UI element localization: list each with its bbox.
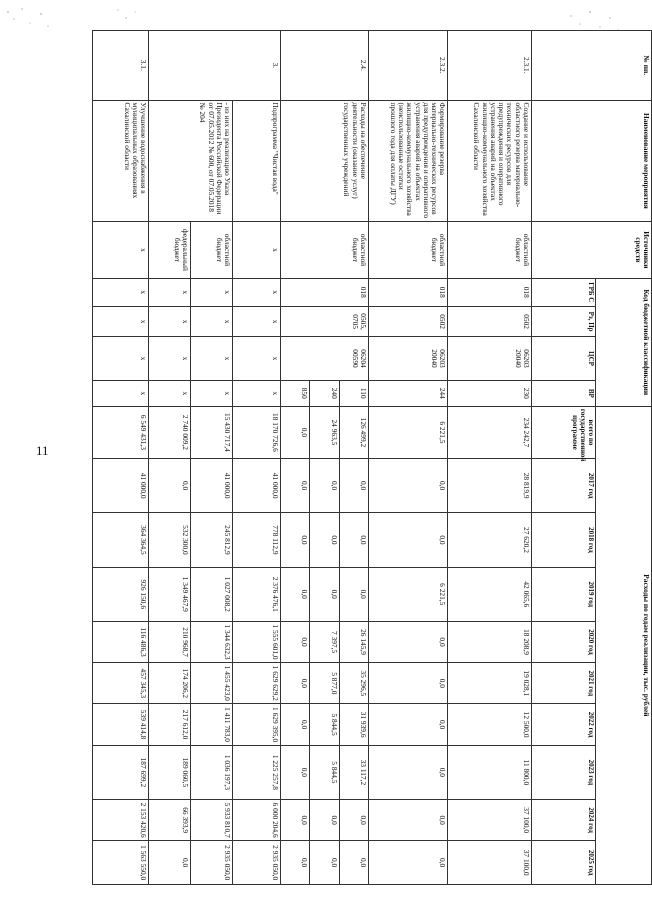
cell-total: 15 430 717,4 xyxy=(191,406,233,458)
cell-year: 217 612,0 xyxy=(149,704,191,745)
header-name: Наименование мероприятия xyxy=(532,100,652,222)
header-year: 2022 год xyxy=(532,704,596,745)
table-row xyxy=(191,31,233,885)
cell-year: 189 060,5 xyxy=(149,745,191,799)
cell-year: 33 117,2 xyxy=(339,745,368,799)
cell-year: 41 000,0 xyxy=(191,458,233,512)
cell-year: 0,0 xyxy=(149,458,191,512)
cell-year: 926 150,6 xyxy=(93,567,149,621)
cell-vr: 230 xyxy=(448,380,532,406)
header-num: № пп. xyxy=(532,31,652,101)
cell-total: 234 242,7 xyxy=(448,406,532,458)
cell-total: 126 499,2 xyxy=(339,406,368,458)
cell-year: 26 145,9 xyxy=(339,621,368,662)
cell-year: 0,0 xyxy=(368,800,447,841)
cell-name: Создание и использование областного резерва материально-технических ресурсов для предупреждения и оперативного устранения аварий на объектах жилищно-коммунального хозяйства Сахалинской области xyxy=(448,100,532,222)
cell-year: 0,0 xyxy=(281,513,310,567)
cell-year: 0,0 xyxy=(310,800,339,841)
cell-year: 1 563 550,0 xyxy=(93,841,149,885)
cell-year: 11 800,0 xyxy=(448,745,532,799)
cell-vr: х xyxy=(191,380,233,406)
cell-year: 364 364,5 xyxy=(93,513,149,567)
cell-grbs: х xyxy=(93,278,149,306)
cell-source: х xyxy=(233,222,281,278)
cell-year: 174 206,2 xyxy=(149,663,191,704)
cell-year: 0,0 xyxy=(368,745,447,799)
cell-grbs: 018 xyxy=(448,278,532,306)
header-code-group: Код бюджетной классификации xyxy=(596,278,652,406)
cell-year: 28 819,9 xyxy=(448,458,532,512)
cell-year: 1 027 008,2 xyxy=(191,567,233,621)
cell-year: 0,0 xyxy=(368,704,447,745)
cell-rzpr: х xyxy=(149,306,191,336)
cell-year: 19 028,1 xyxy=(448,663,532,704)
cell-year: 0,0 xyxy=(368,458,447,512)
cell-year: 457 345,3 xyxy=(93,663,149,704)
cell-rzpr: 0505, 0705 xyxy=(281,306,369,336)
cell-csr: 06203 20040 xyxy=(368,337,447,380)
cell-year: 5 844,5 xyxy=(310,745,339,799)
cell-total: 6 221,5 xyxy=(368,406,447,458)
cell-year: 532 300,0 xyxy=(149,513,191,567)
cell-year: 37 100,0 xyxy=(448,800,532,841)
cell-year: 5 844,5 xyxy=(310,704,339,745)
cell-year: 0,0 xyxy=(339,458,368,512)
table-row xyxy=(339,31,368,885)
cell-year: 210 968,7 xyxy=(149,621,191,662)
cell-year: 7 397,5 xyxy=(310,621,339,662)
cell-grbs: х xyxy=(149,278,191,306)
cell-year: 0,0 xyxy=(368,621,447,662)
cell-rzpr: 0502 xyxy=(448,306,532,336)
header-year: 2024 год xyxy=(532,800,596,841)
cell-grbs: 018 xyxy=(368,278,447,306)
table-row xyxy=(233,31,281,885)
cell-year: 1 629 395,0 xyxy=(233,704,281,745)
cell-year: 1 455 423,0 xyxy=(191,663,233,704)
cell-year: 0,0 xyxy=(149,841,191,885)
header-year: 2023 год xyxy=(532,745,596,799)
cell-year: 2 935 050,0 xyxy=(191,841,233,885)
cell-year: 0,0 xyxy=(310,513,339,567)
cell-vr: х xyxy=(233,380,281,406)
cell-name: Подпрограмма "Чистая вода" xyxy=(233,100,281,222)
cell-year: 0,0 xyxy=(310,458,339,512)
cell-year: 1 629 629,2 xyxy=(233,663,281,704)
cell-rzpr: 0502 xyxy=(368,306,447,336)
cell-year: 18 208,9 xyxy=(448,621,532,662)
cell-year: 0,0 xyxy=(368,663,447,704)
cell-year: 0,0 xyxy=(339,800,368,841)
cell-num: 2.3.1. xyxy=(448,31,532,101)
cell-year: 41 000,0 xyxy=(233,458,281,512)
cell-year: 2 376 476,1 xyxy=(233,567,281,621)
cell-source: областной бюджет xyxy=(368,222,447,278)
cell-year: 12 500,0 xyxy=(448,704,532,745)
cell-source: областной бюджет xyxy=(281,222,369,278)
cell-year: 245 812,9 xyxy=(191,513,233,567)
header-year: 2019 год xyxy=(532,567,596,621)
cell-year: 5 877,0 xyxy=(310,663,339,704)
cell-csr: 06204 00590 xyxy=(281,337,369,380)
cell-source: федеральный бюджет xyxy=(149,222,191,278)
cell-csr: х xyxy=(233,337,281,380)
cell-year: 31 939,6 xyxy=(339,704,368,745)
cell-csr: х xyxy=(149,337,191,380)
cell-year: 1 036 197,3 xyxy=(191,745,233,799)
cell-num: 2.4. xyxy=(281,31,369,101)
cell-year: 0,0 xyxy=(310,567,339,621)
header-csr: ЦСР xyxy=(532,337,596,380)
cell-grbs: 018 xyxy=(281,278,369,306)
cell-year: 42 065,6 xyxy=(448,567,532,621)
cell-year: 0,0 xyxy=(281,704,310,745)
cell-vr: х xyxy=(149,380,191,406)
cell-year: 1 344 632,3 xyxy=(191,621,233,662)
header-year: 2020 год xyxy=(532,621,596,662)
rotated-table-wrapper xyxy=(92,30,652,885)
cell-year: 0,0 xyxy=(281,800,310,841)
table-row xyxy=(448,31,532,885)
cell-year: 0,0 xyxy=(368,841,447,885)
cell-vr: 244 xyxy=(368,380,447,406)
cell-year: 0,0 xyxy=(368,513,447,567)
cell-vr: 850 xyxy=(281,380,310,406)
cell-year: 0,0 xyxy=(281,458,310,512)
cell-name: Улучшение водоснабжения в муниципальных образованиях Сахалинской области xyxy=(93,100,149,222)
cell-year: 0,0 xyxy=(281,663,310,704)
cell-csr: 06203 20040 xyxy=(448,337,532,380)
cell-grbs: х xyxy=(191,278,233,306)
cell-year: 1 349 467,9 xyxy=(149,567,191,621)
header-year: 2017 год xyxy=(532,458,596,512)
cell-year: 0,0 xyxy=(281,621,310,662)
expense-table xyxy=(92,30,652,885)
cell-num: 2.3.2. xyxy=(368,31,447,101)
cell-source: х xyxy=(93,222,149,278)
header-total: всего по государственной программе xyxy=(532,406,596,458)
cell-year: 0,0 xyxy=(339,567,368,621)
cell-year: 37 100,0 xyxy=(448,841,532,885)
cell-year: 1 225 257,8 xyxy=(233,745,281,799)
cell-source: областной бюджет xyxy=(191,222,233,278)
cell-total: 18 170 726,6 xyxy=(233,406,281,458)
cell-year: 41 000,0 xyxy=(93,458,149,512)
cell-total: 6 549 431,3 xyxy=(93,406,149,458)
table-row xyxy=(93,31,149,885)
cell-year: 2 935 050,0 xyxy=(233,841,281,885)
header-rzpr: Рз, Пр xyxy=(532,306,596,336)
cell-rzpr: х xyxy=(191,306,233,336)
cell-year: 27 620,2 xyxy=(448,513,532,567)
cell-name: Формирование резерва материально-технических ресурсов для предупреждения и оперативного устранения аварий на объектах жилищно-коммунального хозяйства (неиспользованные остатки прошлого года для оплаты ДГУ) xyxy=(368,100,447,222)
cell-year: 539 414,8 xyxy=(93,704,149,745)
cell-total: 0,0 xyxy=(281,406,310,458)
cell-year: 187 699,2 xyxy=(93,745,149,799)
cell-source: областной бюджет xyxy=(448,222,532,278)
cell-total: 2 740 009,2 xyxy=(149,406,191,458)
cell-year: 5 933 810,7 xyxy=(191,800,233,841)
cell-year: 1 411 783,0 xyxy=(191,704,233,745)
cell-year: 116 486,3 xyxy=(93,621,149,662)
cell-year: 6 221,5 xyxy=(368,567,447,621)
cell-total: 24 963,5 xyxy=(310,406,339,458)
cell-num: 3.1. xyxy=(93,31,149,101)
header-row-1 xyxy=(596,31,652,885)
cell-vr: х xyxy=(93,380,149,406)
header-year: 2021 год xyxy=(532,663,596,704)
cell-rzpr: х xyxy=(233,306,281,336)
header-vr: ВР xyxy=(532,380,596,406)
header-expense-group: Расходы по годам реализации, тыс. рублей xyxy=(596,406,652,884)
cell-name: Расходы на обеспечение деятельности (оказание услуг) государственных учреждений xyxy=(281,100,369,222)
cell-csr: х xyxy=(191,337,233,380)
cell-year: 0,0 xyxy=(310,841,339,885)
header-source: Источники средств xyxy=(532,222,652,278)
cell-year: 0,0 xyxy=(281,567,310,621)
cell-year: 0,0 xyxy=(339,841,368,885)
cell-num: 3. xyxy=(149,31,281,101)
page-number: 11 xyxy=(36,443,49,458)
cell-year: 35 296,5 xyxy=(339,663,368,704)
cell-year: 6 000 204,6 xyxy=(233,800,281,841)
cell-name: - из них на реализацию Указа Президента Российской Федерации от 07.05.2012 № 600, от 07.05.2018 № 204 xyxy=(149,100,233,222)
cell-year: 66 393,9 xyxy=(149,800,191,841)
header-year: 2025 год xyxy=(532,841,596,885)
cell-rzpr: х xyxy=(93,306,149,336)
cell-year: 0,0 xyxy=(281,841,310,885)
cell-year: 0,0 xyxy=(281,745,310,799)
cell-year: 1 555 601,0 xyxy=(233,621,281,662)
table-row xyxy=(368,31,447,885)
cell-year: 778 112,9 xyxy=(233,513,281,567)
cell-vr: 110 xyxy=(339,380,368,406)
header-grbs: ГРБ С xyxy=(532,278,596,306)
cell-csr: х xyxy=(93,337,149,380)
cell-year: 2 153 420,6 xyxy=(93,800,149,841)
cell-year: 0,0 xyxy=(339,513,368,567)
header-year: 2018 год xyxy=(532,513,596,567)
cell-grbs: х xyxy=(233,278,281,306)
cell-vr: 240 xyxy=(310,380,339,406)
